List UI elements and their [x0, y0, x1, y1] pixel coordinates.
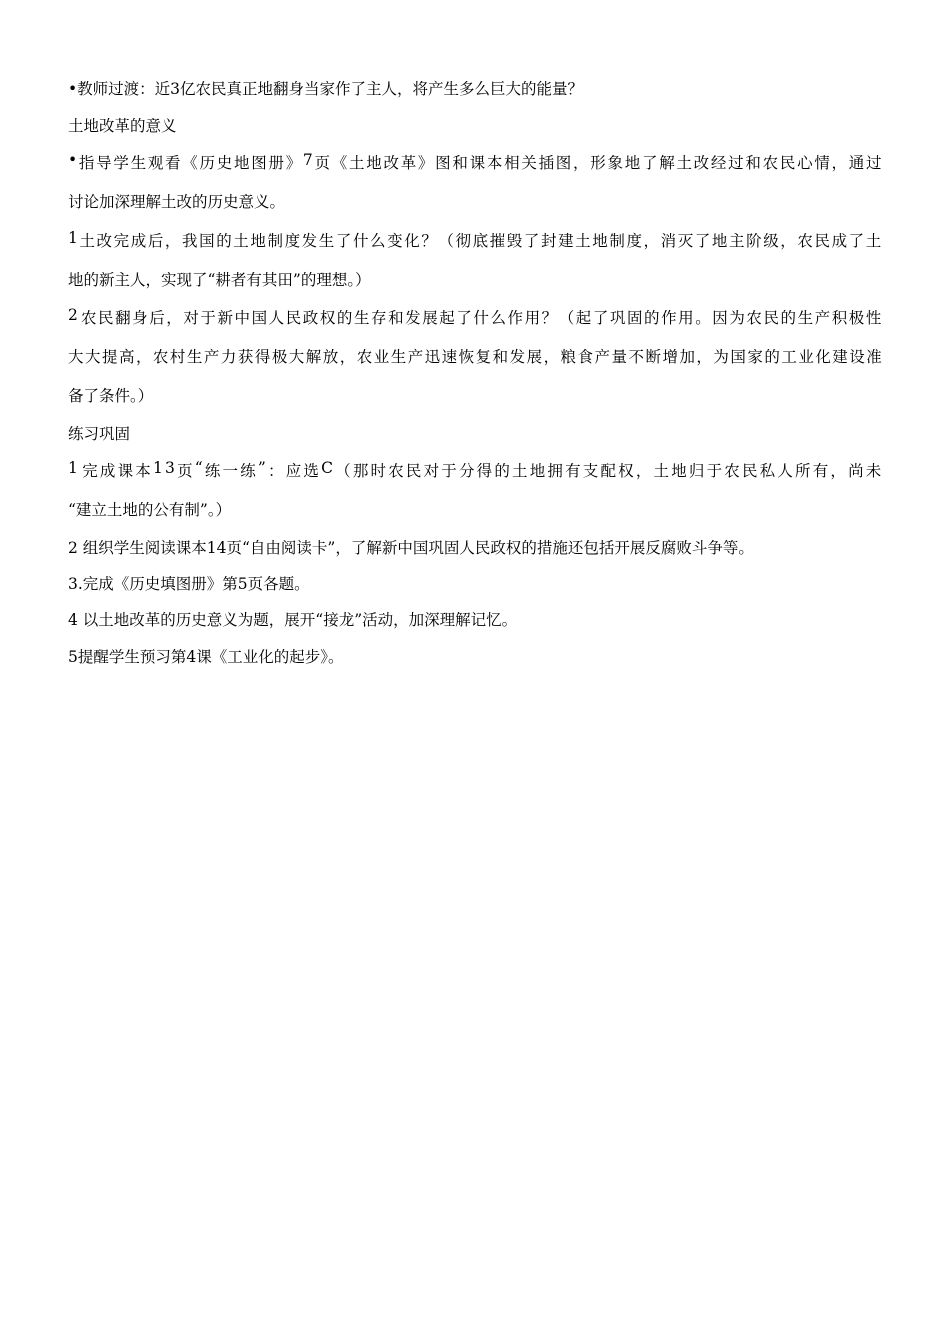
- glyph: 人: [268, 309, 285, 327]
- glyph: 改: [383, 154, 399, 172]
- glyph: 通: [848, 154, 865, 172]
- glyph: 大: [288, 348, 305, 366]
- glyph: 制: [609, 232, 625, 250]
- glyph: 底: [472, 232, 489, 250]
- glyph: 设: [849, 348, 865, 366]
- glyph: 一: [222, 462, 239, 480]
- glyph: 土: [79, 232, 95, 250]
- glyph: 加: [679, 348, 695, 366]
- glyph: 为: [729, 309, 745, 327]
- glyph: 的: [764, 348, 780, 366]
- glyph: 灭: [677, 232, 694, 250]
- question-2-line-1: [68, 306, 882, 328]
- glyph: 发: [509, 348, 526, 366]
- glyph: 民: [741, 462, 758, 480]
- glyph: 产: [594, 348, 611, 366]
- practice-item-2: 2 组织学生阅读课本14页“自由阅读卡”，了解新中国巩固人民政权的措施还包括开展反腐败斗争等。: [68, 539, 754, 557]
- glyph: 封: [540, 232, 557, 250]
- glyph: 国: [251, 309, 268, 327]
- glyph: 生: [318, 232, 335, 250]
- glyph: 完: [113, 232, 130, 250]
- glyph: 归: [688, 462, 705, 480]
- glyph: 展: [526, 348, 543, 366]
- practice-item-1-line-2: “建立土地的公有制”。）: [68, 501, 232, 519]
- glyph: ，: [696, 348, 712, 366]
- glyph: 什: [473, 309, 489, 327]
- glyph: 形: [590, 154, 606, 172]
- glyph: 么: [490, 309, 506, 327]
- glyph: 本: [486, 154, 503, 172]
- glyph: 我: [182, 232, 198, 250]
- glyph: 了: [848, 232, 865, 250]
- glyph: ，: [830, 462, 846, 480]
- glyph: 的: [336, 309, 353, 327]
- glyph: 获: [237, 348, 254, 366]
- glyph: 导: [96, 154, 112, 172]
- glyph: 民: [814, 232, 830, 250]
- glyph: 那: [352, 462, 369, 480]
- glyph: 后: [149, 309, 165, 327]
- glyph: 了: [592, 309, 609, 327]
- glyph: 农: [152, 348, 169, 366]
- glyph: 3: [165, 459, 175, 477]
- glyph: 地: [592, 232, 608, 250]
- glyph: 人: [777, 462, 793, 480]
- glyph: 解: [305, 348, 322, 366]
- glyph: 翻: [115, 309, 131, 327]
- glyph: 和: [452, 154, 468, 172]
- glyph: 农: [356, 348, 373, 366]
- glyph: 为: [713, 348, 729, 366]
- glyph: 页: [177, 462, 193, 480]
- glyph: 不: [628, 348, 644, 366]
- glyph: 对: [423, 462, 440, 480]
- glyph: 恢: [458, 348, 475, 366]
- glyph: 村: [169, 348, 186, 366]
- glyph: 了: [335, 232, 352, 250]
- glyph: 大: [68, 348, 84, 366]
- glyph: 农: [762, 154, 779, 172]
- glyph: ，: [573, 154, 589, 172]
- glyph: 放: [322, 348, 339, 366]
- glyph: 地: [366, 154, 382, 172]
- glyph: 观: [147, 154, 164, 172]
- glyph: 极: [271, 348, 288, 366]
- practice-item-1-line-1: [68, 459, 882, 481]
- glyph: 主: [729, 232, 745, 250]
- glyph: 革: [400, 154, 417, 172]
- glyph: 变: [387, 232, 403, 250]
- glyph: 图: [555, 154, 572, 172]
- section-heading-practice: 练习巩固: [68, 425, 131, 443]
- glyph: 情: [814, 154, 830, 172]
- glyph: 生: [130, 154, 147, 172]
- glyph: •: [68, 151, 78, 169]
- glyph: 课: [469, 154, 486, 172]
- glyph: 练: [204, 462, 221, 480]
- glyph: 1: [68, 459, 78, 477]
- glyph: 家: [747, 348, 763, 366]
- glyph: 产: [407, 348, 424, 366]
- glyph: 的: [216, 232, 232, 250]
- glyph: 过: [866, 154, 882, 172]
- glyph: 和: [388, 309, 404, 327]
- glyph: 。: [695, 309, 711, 327]
- glyph: 国: [199, 232, 215, 250]
- glyph: 么: [370, 232, 386, 250]
- glyph: 插: [538, 154, 555, 172]
- glyph: 改: [693, 154, 710, 172]
- practice-item-5: 5提醒学生预习第4课《工业化的起步》。: [68, 648, 344, 666]
- glyph: 有: [565, 462, 581, 480]
- glyph: ，: [635, 462, 652, 480]
- glyph: 时: [370, 462, 387, 480]
- glyph: 中: [234, 309, 251, 327]
- glyph: 国: [730, 348, 746, 366]
- glyph: 农: [746, 309, 762, 327]
- glyph: 尚: [848, 462, 864, 480]
- glyph: 地: [711, 232, 728, 250]
- glyph: 用: [524, 309, 541, 327]
- glyph: 工: [781, 348, 797, 366]
- glyph: 政: [302, 309, 319, 327]
- glyph: 发: [405, 309, 421, 327]
- question-2-line-2: [68, 345, 882, 367]
- glyph: 相: [504, 154, 520, 172]
- glyph: 民: [285, 309, 302, 327]
- glyph: （: [438, 232, 454, 250]
- glyph: 增: [662, 348, 678, 366]
- glyph: 》: [417, 154, 434, 172]
- glyph: 生: [353, 309, 370, 327]
- glyph: 高: [118, 348, 135, 366]
- transition-paragraph: •教师过渡：近3亿农民真正地翻身当家作了主人，将产生多么巨大的能量？: [68, 80, 584, 98]
- glyph: 土: [676, 154, 692, 172]
- glyph: 量: [611, 348, 628, 366]
- glyph: 固: [626, 309, 643, 327]
- glyph: ，: [543, 348, 560, 366]
- glyph: （: [335, 462, 351, 480]
- glyph: 地: [233, 154, 250, 172]
- glyph: 业: [373, 348, 390, 366]
- glyph: 制: [267, 232, 283, 250]
- glyph: 心: [797, 154, 813, 172]
- guidance-paragraph-line-1: [68, 151, 882, 173]
- glyph: 页: [314, 154, 331, 172]
- glyph: 提: [101, 348, 118, 366]
- glyph: 性: [865, 309, 882, 327]
- section-heading-significance: 土地改革的意义: [68, 117, 177, 135]
- glyph: ，: [780, 232, 796, 250]
- glyph: 1: [68, 229, 78, 247]
- glyph: 产: [203, 348, 220, 366]
- glyph: 对: [183, 309, 199, 327]
- glyph: 断: [645, 348, 661, 366]
- glyph: 成: [130, 232, 147, 250]
- glyph: 2: [68, 306, 78, 324]
- glyph: ，: [831, 154, 848, 172]
- glyph: 土: [575, 232, 591, 250]
- glyph: 发: [301, 232, 318, 250]
- glyph: 7: [302, 151, 313, 169]
- glyph: 1: [152, 459, 163, 477]
- glyph: 《: [182, 154, 198, 172]
- glyph: 权: [319, 309, 336, 327]
- glyph: 分: [458, 462, 475, 480]
- glyph: 成: [831, 232, 848, 250]
- glyph: 得: [476, 462, 493, 480]
- glyph: 建: [832, 348, 848, 366]
- glyph: 度: [284, 232, 301, 250]
- glyph: 经: [710, 154, 727, 172]
- glyph: 农: [80, 309, 97, 327]
- glyph: （: [558, 309, 575, 327]
- glyph: ，: [643, 232, 660, 250]
- glyph: 后: [147, 232, 164, 250]
- glyph: 了: [523, 232, 540, 250]
- glyph: 课: [117, 462, 134, 480]
- glyph: 地: [529, 462, 546, 480]
- glyph: 起: [575, 309, 592, 327]
- glyph: 地: [624, 154, 641, 172]
- glyph: 土: [653, 462, 670, 480]
- glyph: 本: [135, 462, 151, 480]
- glyph: 册: [268, 154, 284, 172]
- glyph: 未: [865, 462, 882, 480]
- glyph: 史: [216, 154, 233, 172]
- glyph: 化: [815, 348, 831, 366]
- glyph: 因: [712, 309, 728, 327]
- glyph: 展: [422, 309, 438, 327]
- glyph: 地: [671, 462, 687, 480]
- glyph: 用: [678, 309, 694, 327]
- glyph: 权: [618, 462, 634, 480]
- glyph: 速: [441, 348, 458, 366]
- glyph: 化: [404, 232, 420, 250]
- practice-item-3: 3.完成《历史填图册》第5页各题。: [68, 575, 310, 593]
- glyph: 生: [186, 348, 203, 366]
- glyph: 度: [626, 232, 642, 250]
- glyph: ，: [135, 348, 152, 366]
- glyph: ？: [541, 309, 558, 327]
- glyph: 图: [435, 154, 451, 172]
- glyph: 历: [199, 154, 216, 172]
- glyph: 大: [84, 348, 101, 366]
- glyph: 过: [728, 154, 744, 172]
- glyph: 身: [132, 309, 148, 327]
- glyph: 起: [439, 309, 455, 327]
- glyph: ，: [164, 232, 181, 250]
- glyph: 了: [641, 154, 658, 172]
- glyph: 彻: [455, 232, 472, 250]
- glyph: ？: [421, 232, 437, 250]
- glyph: 民: [779, 154, 796, 172]
- glyph: 积: [831, 309, 848, 327]
- glyph: 粮: [560, 348, 577, 366]
- glyph: 改: [96, 232, 113, 250]
- glyph: 和: [492, 348, 509, 366]
- glyph: 级: [763, 232, 779, 250]
- glyph: 图: [251, 154, 267, 172]
- glyph: 的: [780, 309, 797, 327]
- question-2-line-3: 备了条件。）: [68, 387, 154, 405]
- glyph: 拥: [547, 462, 563, 480]
- question-1-line-1: [68, 229, 882, 251]
- glyph: 有: [812, 462, 829, 480]
- glyph: 选: [303, 462, 319, 480]
- glyph: 存: [371, 309, 387, 327]
- glyph: 极: [848, 309, 865, 327]
- glyph: 象: [607, 154, 624, 172]
- glyph: 于: [200, 309, 216, 327]
- glyph: 摧: [489, 232, 506, 250]
- glyph: 应: [285, 462, 302, 480]
- glyph: 支: [582, 462, 599, 480]
- glyph: 消: [660, 232, 677, 250]
- glyph: 土: [865, 232, 882, 250]
- glyph: 关: [521, 154, 537, 172]
- glyph: 生: [797, 309, 814, 327]
- question-1-line-2: 地的新主人，实现了“耕者有其田”的理想。）: [68, 271, 371, 289]
- glyph: 民: [405, 462, 422, 480]
- glyph: 巩: [609, 309, 626, 327]
- glyph: 的: [644, 309, 660, 327]
- glyph: 作: [661, 309, 677, 327]
- glyph: 看: [165, 154, 181, 172]
- glyph: 于: [441, 462, 457, 480]
- glyph: 农: [724, 462, 740, 480]
- glyph: 》: [285, 154, 302, 172]
- glyph: 产: [814, 309, 831, 327]
- glyph: 复: [475, 348, 492, 366]
- glyph: 解: [659, 154, 675, 172]
- glyph: ，: [166, 309, 182, 327]
- glyph: 配: [600, 462, 616, 480]
- glyph: 了: [456, 309, 472, 327]
- glyph: “: [194, 459, 203, 477]
- glyph: 的: [494, 462, 510, 480]
- glyph: 新: [217, 309, 233, 327]
- glyph: 土: [233, 232, 249, 250]
- glyph: ：: [268, 462, 284, 480]
- glyph: 生: [390, 348, 407, 366]
- glyph: 食: [577, 348, 594, 366]
- glyph: 作: [507, 309, 524, 327]
- glyph: 建: [558, 232, 574, 250]
- glyph: 指: [78, 154, 95, 172]
- glyph: 所: [795, 462, 811, 480]
- practice-item-4: 4 以土地改革的历史意义为题，展开“接龙”活动，加深理解记忆。: [68, 611, 518, 629]
- glyph: 业: [798, 348, 814, 366]
- glyph: 阶: [746, 232, 762, 250]
- glyph: 力: [220, 348, 237, 366]
- glyph: 《: [331, 154, 348, 172]
- glyph: 民: [98, 309, 114, 327]
- glyph: 了: [694, 232, 711, 250]
- glyph: 毁: [506, 232, 523, 250]
- glyph: ，: [339, 348, 356, 366]
- glyph: 地: [250, 232, 266, 250]
- guidance-paragraph-line-2: 讨论加深理解土改的历史意义。: [68, 193, 286, 211]
- glyph: 准: [866, 348, 882, 366]
- glyph: 学: [113, 154, 129, 172]
- glyph: 于: [706, 462, 723, 480]
- glyph: 土: [512, 462, 528, 480]
- glyph: C: [321, 459, 333, 477]
- glyph: 练: [240, 462, 256, 480]
- glyph: 得: [254, 348, 271, 366]
- glyph: ”: [257, 459, 266, 477]
- glyph: 土: [348, 154, 365, 172]
- glyph: 迅: [424, 348, 441, 366]
- glyph: 什: [352, 232, 369, 250]
- glyph: 完: [82, 462, 98, 480]
- glyph: 私: [759, 462, 776, 480]
- glyph: 成: [99, 462, 116, 480]
- glyph: 农: [797, 232, 813, 250]
- glyph: 和: [745, 154, 761, 172]
- glyph: 民: [763, 309, 779, 327]
- glyph: 农: [388, 462, 404, 480]
